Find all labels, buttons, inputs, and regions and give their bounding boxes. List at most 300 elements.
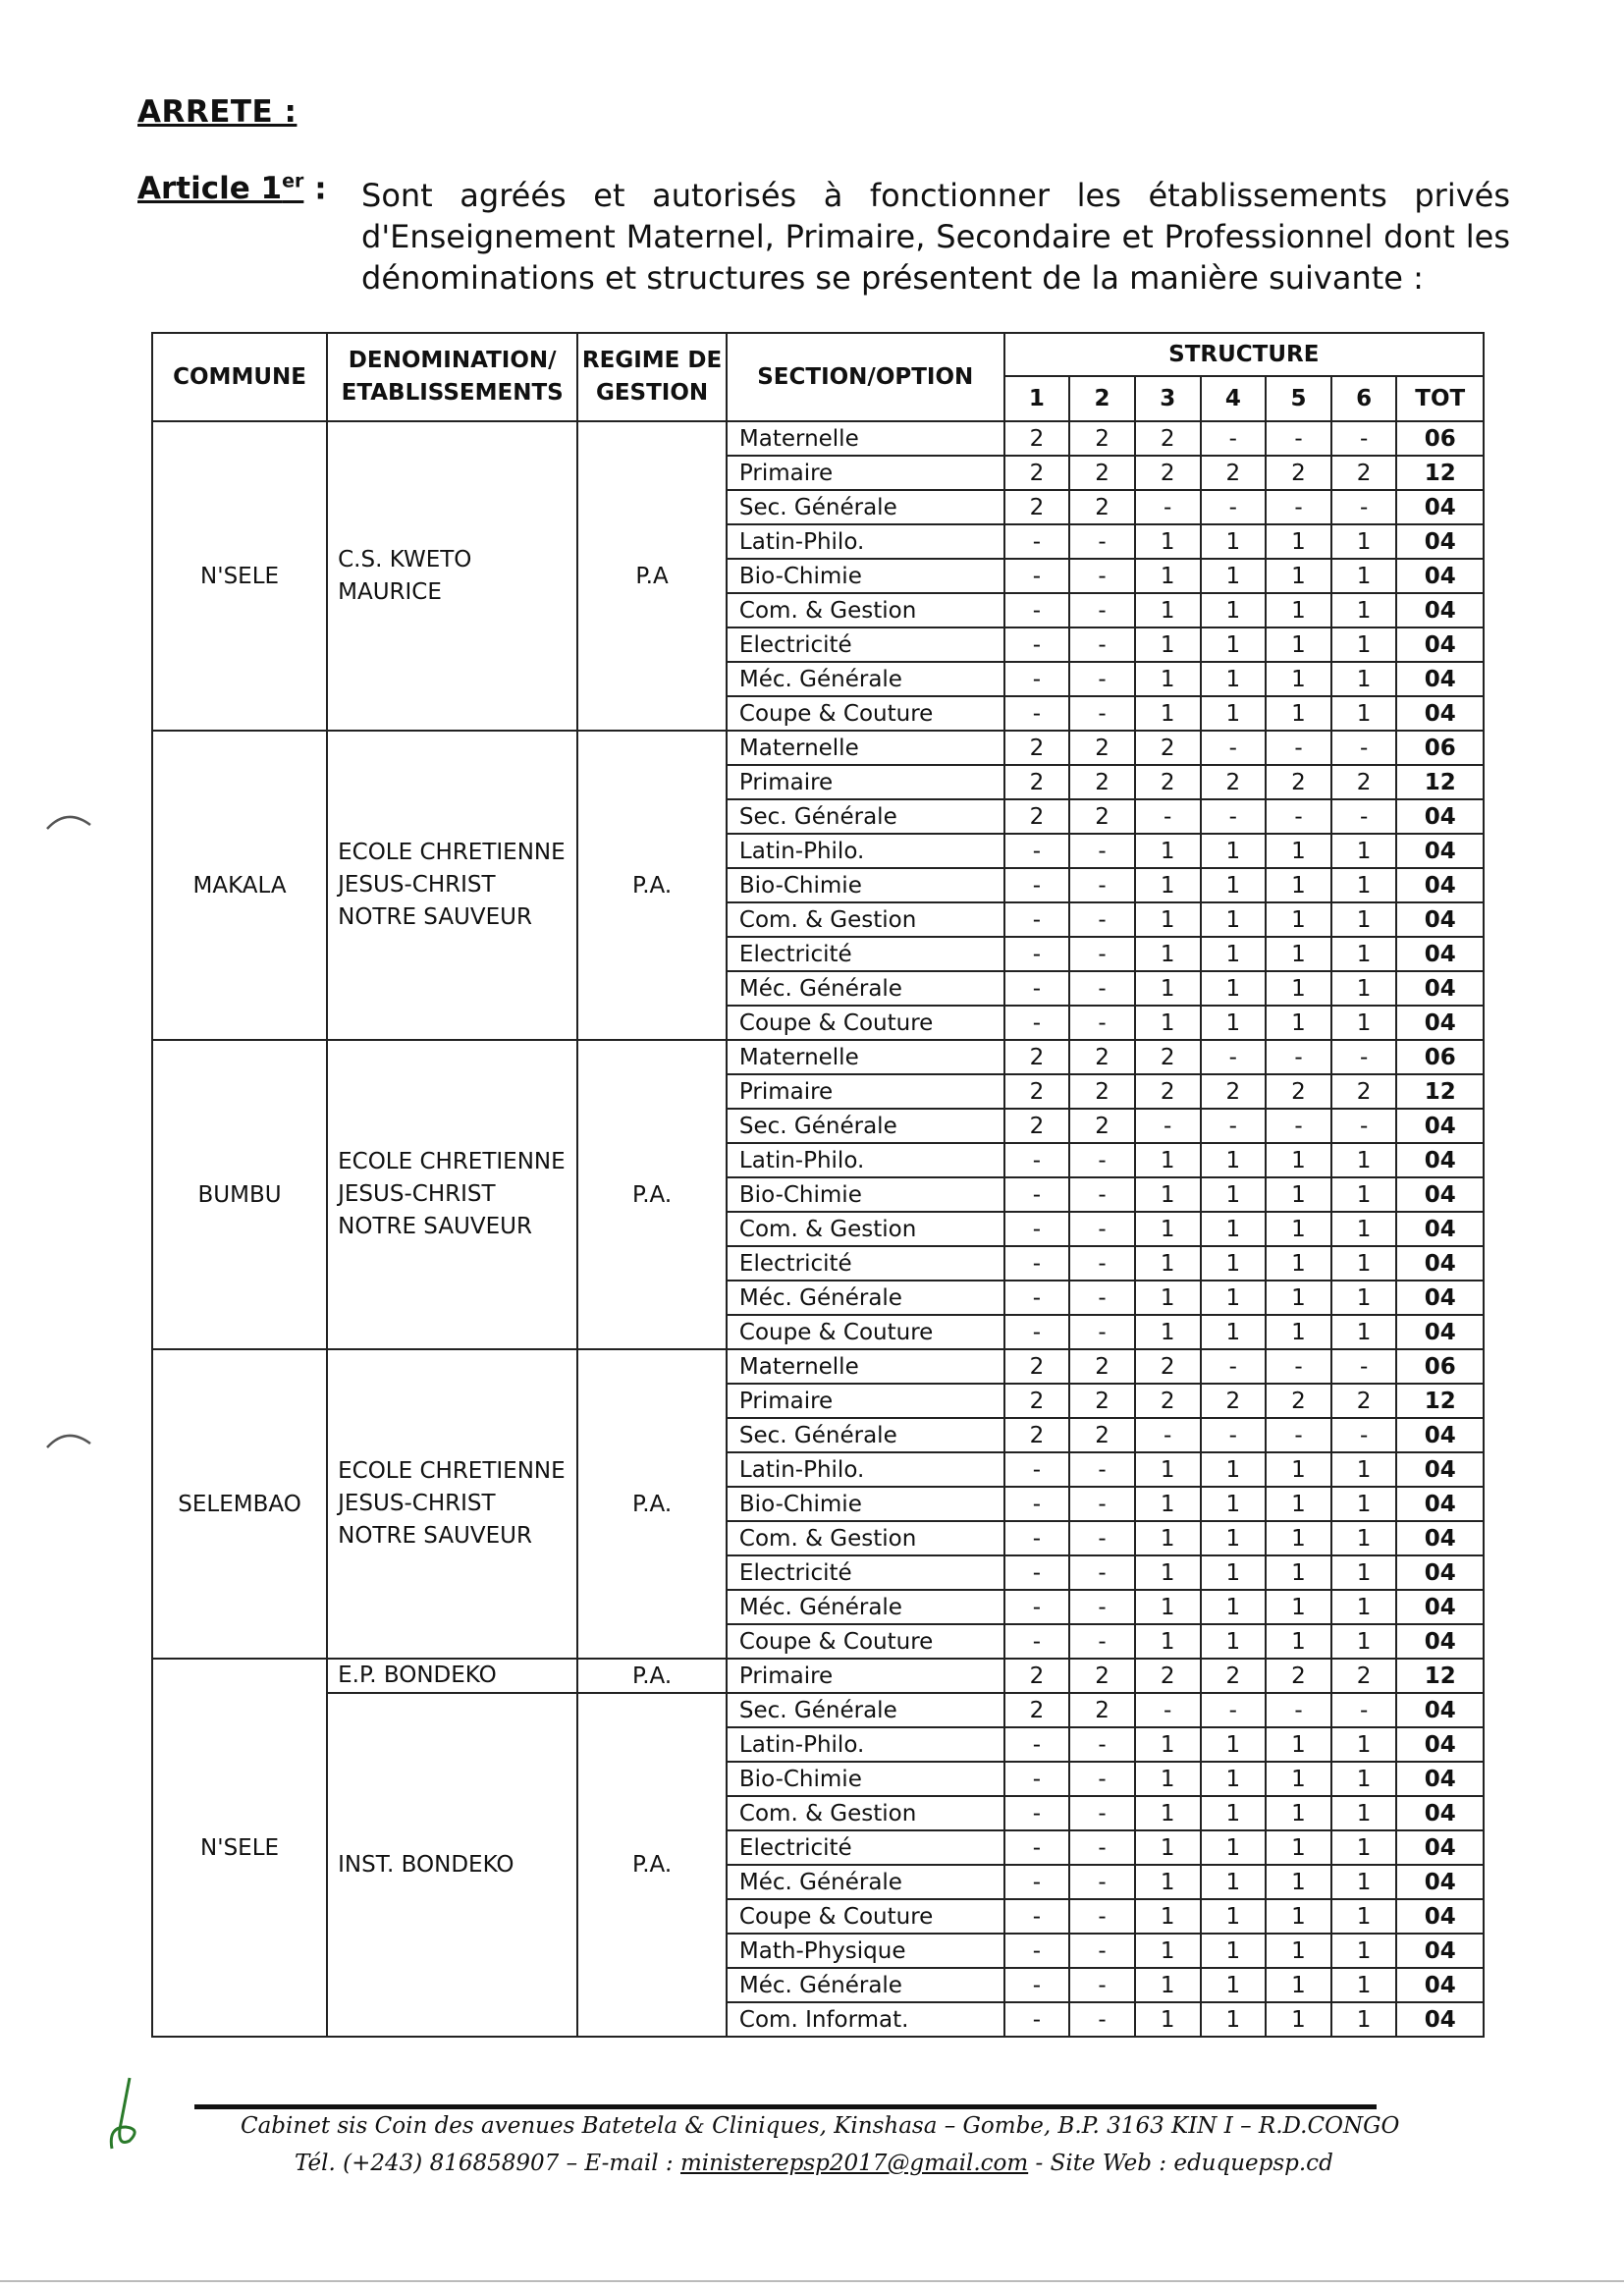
structure-cell: -: [1004, 662, 1070, 696]
structure-cell: 1: [1266, 937, 1331, 971]
structure-cell: 1: [1135, 1727, 1201, 1762]
structure-cell: 2: [1004, 1693, 1070, 1727]
section-cell: Math-Physique: [727, 1934, 1004, 1968]
total-cell: 04: [1396, 1796, 1484, 1830]
structure-cell: 2: [1266, 1659, 1331, 1693]
total-cell: 04: [1396, 1212, 1484, 1246]
structure-cell: 1: [1135, 1487, 1201, 1521]
structure-cell: 1: [1201, 1281, 1267, 1315]
section-cell: Coupe & Couture: [727, 1899, 1004, 1934]
structure-cell: -: [1004, 1487, 1070, 1521]
structure-cell: 2: [1069, 1040, 1135, 1074]
structure-cell: -: [1135, 490, 1201, 524]
structure-cell: -: [1266, 490, 1331, 524]
structure-cell: 2: [1201, 1074, 1267, 1109]
structure-cell: 1: [1201, 1006, 1267, 1040]
commune-cell: BUMBU: [152, 1040, 327, 1349]
structure-cell: 1: [1201, 971, 1267, 1006]
structure-cell: 1: [1135, 937, 1201, 971]
structure-cell: 1: [1201, 868, 1267, 902]
total-cell: 12: [1396, 1074, 1484, 1109]
structure-cell: 2: [1069, 799, 1135, 834]
structure-cell: -: [1004, 1521, 1070, 1555]
structure-cell: 2: [1135, 456, 1201, 490]
footer-contact: [295, 2151, 1333, 2176]
structure-cell: -: [1266, 1349, 1331, 1384]
structure-cell: 1: [1201, 1315, 1267, 1349]
structure-cell: 1: [1331, 1177, 1397, 1212]
structure-cell: 1: [1331, 868, 1397, 902]
section-cell: Sec. Générale: [727, 490, 1004, 524]
section-cell: Latin-Philo.: [727, 1143, 1004, 1177]
structure-cell: 1: [1266, 834, 1331, 868]
structure-cell: -: [1004, 627, 1070, 662]
structure-cell: 1: [1331, 1487, 1397, 1521]
section-cell: Bio-Chimie: [727, 1487, 1004, 1521]
footer-email-link[interactable]: ministerepsp2017@gmail.com: [680, 2151, 1029, 2176]
structure-cell: -: [1201, 1349, 1267, 1384]
total-cell: 04: [1396, 1246, 1484, 1281]
structure-cell: 1: [1266, 1487, 1331, 1521]
total-cell: 04: [1396, 593, 1484, 627]
structure-cell: 1: [1266, 2002, 1331, 2037]
structure-cell: 2: [1004, 421, 1070, 456]
structure-cell: 1: [1331, 1281, 1397, 1315]
total-cell: 04: [1396, 937, 1484, 971]
structure-cell: -: [1266, 1418, 1331, 1452]
article-label-text: Article 1: [137, 171, 283, 207]
regime-cell: P.A: [577, 421, 727, 731]
structure-cell: 1: [1135, 1521, 1201, 1555]
structure-cell: 1: [1331, 1315, 1397, 1349]
structure-cell: -: [1069, 1555, 1135, 1590]
total-cell: 04: [1396, 1693, 1484, 1727]
structure-cell: 2: [1331, 1384, 1397, 1418]
structure-cell: 2: [1004, 765, 1070, 799]
structure-cell: 2: [1069, 1349, 1135, 1384]
structure-cell: 1: [1201, 1865, 1267, 1899]
structure-cell: 1: [1266, 1727, 1331, 1762]
regime-cell: P.A.: [577, 731, 727, 1040]
structure-cell: -: [1004, 1590, 1070, 1624]
structure-cell: -: [1069, 1899, 1135, 1934]
structure-cell: -: [1069, 1762, 1135, 1796]
total-cell: 06: [1396, 421, 1484, 456]
footer-website: - Site Web : eduquepsp.cd: [1028, 2151, 1333, 2176]
section-cell: Com. & Gestion: [727, 1521, 1004, 1555]
structure-cell: -: [1004, 1281, 1070, 1315]
header-col-7: TOT: [1396, 376, 1484, 421]
structure-cell: -: [1069, 1006, 1135, 1040]
section-cell: Electricité: [727, 1555, 1004, 1590]
structure-cell: -: [1201, 731, 1267, 765]
structure-cell: -: [1201, 1109, 1267, 1143]
commune-cell: SELEMBAO: [152, 1349, 327, 1659]
structure-cell: 1: [1266, 662, 1331, 696]
structure-cell: 1: [1135, 662, 1201, 696]
structure-cell: 1: [1201, 1796, 1267, 1830]
structure-cell: 1: [1135, 1865, 1201, 1899]
punch-mark: [39, 801, 98, 841]
structure-cell: 1: [1331, 1212, 1397, 1246]
structure-cell: 2: [1331, 1659, 1397, 1693]
article-label-colon: :: [314, 171, 327, 207]
structure-cell: 1: [1331, 696, 1397, 731]
structure-cell: 1: [1135, 902, 1201, 937]
structure-cell: 2: [1004, 1659, 1070, 1693]
structure-cell: 1: [1331, 1899, 1397, 1934]
structure-cell: -: [1004, 1934, 1070, 1968]
structure-cell: 1: [1266, 1177, 1331, 1212]
structure-cell: 2: [1201, 456, 1267, 490]
structure-cell: 2: [1069, 456, 1135, 490]
structure-cell: 1: [1266, 902, 1331, 937]
structure-cell: 1: [1135, 1177, 1201, 1212]
structure-cell: -: [1266, 799, 1331, 834]
total-cell: 04: [1396, 490, 1484, 524]
structure-cell: -: [1004, 559, 1070, 593]
structure-cell: 1: [1331, 1796, 1397, 1830]
structure-cell: 1: [1331, 559, 1397, 593]
structure-cell: -: [1004, 1177, 1070, 1212]
structure-cell: -: [1331, 1109, 1397, 1143]
structure-cell: 2: [1004, 799, 1070, 834]
header-col-1: 1: [1004, 376, 1070, 421]
total-cell: 04: [1396, 627, 1484, 662]
structure-cell: 1: [1266, 1590, 1331, 1624]
structure-cell: 1: [1331, 1968, 1397, 2002]
structure-cell: -: [1004, 937, 1070, 971]
structure-cell: 1: [1201, 1555, 1267, 1590]
structure-cell: -: [1004, 1796, 1070, 1830]
structure-cell: 1: [1201, 1899, 1267, 1934]
structure-cell: 2: [1135, 731, 1201, 765]
article-label: [137, 171, 327, 206]
structure-cell: -: [1004, 971, 1070, 1006]
total-cell: 04: [1396, 559, 1484, 593]
structure-cell: 1: [1135, 696, 1201, 731]
section-cell: Bio-Chimie: [727, 1177, 1004, 1212]
section-cell: Maternelle: [727, 1040, 1004, 1074]
structure-cell: -: [1069, 1487, 1135, 1521]
denomination-cell: E.P. BONDEKO: [327, 1659, 577, 1693]
structure-cell: -: [1201, 799, 1267, 834]
total-cell: 04: [1396, 1521, 1484, 1555]
total-cell: 06: [1396, 1040, 1484, 1074]
structure-cell: 1: [1266, 868, 1331, 902]
section-cell: Com. & Gestion: [727, 1212, 1004, 1246]
section-cell: Electricité: [727, 1830, 1004, 1865]
establishments-table: [151, 332, 1485, 2038]
total-cell: 04: [1396, 868, 1484, 902]
structure-cell: 1: [1266, 1452, 1331, 1487]
structure-cell: 1: [1201, 1143, 1267, 1177]
structure-cell: -: [1331, 799, 1397, 834]
section-cell: Electricité: [727, 1246, 1004, 1281]
structure-cell: 2: [1069, 1659, 1135, 1693]
structure-cell: 1: [1135, 834, 1201, 868]
total-cell: 04: [1396, 1624, 1484, 1659]
article-text: Sont agréés et autorisés à fonctionner les établissements privés d'Enseignement Maternel, Primaire, Secondaire et Professionnel dont les dénominations et structures se présentent de la manière suivante :: [361, 177, 1510, 297]
total-cell: 04: [1396, 1418, 1484, 1452]
commune-cell: N'SELE: [152, 421, 327, 731]
total-cell: 04: [1396, 1281, 1484, 1315]
structure-cell: -: [1266, 1040, 1331, 1074]
structure-cell: 1: [1135, 1796, 1201, 1830]
table-row: [152, 731, 1484, 765]
total-cell: 04: [1396, 1762, 1484, 1796]
structure-cell: 1: [1331, 902, 1397, 937]
structure-cell: 1: [1135, 1590, 1201, 1624]
structure-cell: 1: [1331, 1624, 1397, 1659]
structure-cell: 1: [1201, 2002, 1267, 2037]
commune-cell: N'SELE: [152, 1659, 327, 2037]
structure-cell: 1: [1266, 1934, 1331, 1968]
structure-cell: 1: [1135, 1281, 1201, 1315]
structure-cell: 1: [1266, 1521, 1331, 1555]
structure-cell: 2: [1004, 1349, 1070, 1384]
structure-cell: -: [1069, 1796, 1135, 1830]
structure-cell: -: [1331, 490, 1397, 524]
total-cell: 12: [1396, 1659, 1484, 1693]
structure-cell: -: [1004, 1830, 1070, 1865]
structure-cell: 1: [1331, 1452, 1397, 1487]
structure-cell: -: [1201, 490, 1267, 524]
structure-cell: 1: [1135, 1968, 1201, 2002]
structure-cell: -: [1069, 1865, 1135, 1899]
structure-cell: 2: [1135, 421, 1201, 456]
regime-cell: P.A.: [577, 1693, 727, 2037]
structure-cell: 1: [1331, 662, 1397, 696]
structure-cell: 1: [1331, 1865, 1397, 1899]
structure-cell: -: [1069, 1315, 1135, 1349]
structure-cell: 2: [1331, 1074, 1397, 1109]
structure-cell: 1: [1266, 971, 1331, 1006]
structure-cell: 1: [1331, 1143, 1397, 1177]
section-cell: Electricité: [727, 627, 1004, 662]
structure-cell: 2: [1266, 765, 1331, 799]
total-cell: 04: [1396, 524, 1484, 559]
total-cell: 04: [1396, 1006, 1484, 1040]
denomination-cell: ECOLE CHRETIENNE JESUS-CHRIST NOTRE SAUVEUR: [327, 1040, 577, 1349]
structure-cell: 2: [1201, 765, 1267, 799]
handwritten-initial: [90, 2070, 159, 2158]
footer-address: Cabinet sis Coin des avenues Batetela & Cliniques, Kinshasa – Gombe, B.P. 3163 KIN I – R.D.CONGO: [241, 2113, 1400, 2139]
structure-cell: 2: [1266, 1384, 1331, 1418]
structure-cell: -: [1069, 937, 1135, 971]
structure-cell: 1: [1331, 1246, 1397, 1281]
section-cell: Méc. Générale: [727, 971, 1004, 1006]
section-cell: Com. Informat.: [727, 2002, 1004, 2037]
structure-cell: -: [1069, 1727, 1135, 1762]
structure-cell: 2: [1135, 765, 1201, 799]
structure-cell: 1: [1201, 1934, 1267, 1968]
structure-cell: 1: [1135, 524, 1201, 559]
structure-cell: 1: [1135, 1143, 1201, 1177]
table-row: [152, 1693, 1484, 1727]
structure-cell: 1: [1135, 1315, 1201, 1349]
structure-cell: 2: [1201, 1659, 1267, 1693]
structure-cell: 2: [1004, 1384, 1070, 1418]
structure-cell: -: [1004, 524, 1070, 559]
structure-cell: -: [1069, 1246, 1135, 1281]
structure-cell: -: [1069, 971, 1135, 1006]
structure-cell: 2: [1069, 765, 1135, 799]
section-cell: Primaire: [727, 765, 1004, 799]
structure-cell: -: [1069, 2002, 1135, 2037]
structure-cell: -: [1069, 696, 1135, 731]
total-cell: 06: [1396, 1349, 1484, 1384]
structure-cell: 1: [1135, 627, 1201, 662]
structure-cell: 1: [1266, 1006, 1331, 1040]
structure-cell: 2: [1004, 1074, 1070, 1109]
regime-cell: P.A.: [577, 1659, 727, 1693]
structure-cell: -: [1069, 1212, 1135, 1246]
structure-cell: -: [1069, 593, 1135, 627]
total-cell: 04: [1396, 1177, 1484, 1212]
structure-cell: 1: [1331, 1727, 1397, 1762]
total-cell: 04: [1396, 1865, 1484, 1899]
structure-cell: 1: [1266, 1762, 1331, 1796]
structure-cell: 2: [1135, 1384, 1201, 1418]
total-cell: 04: [1396, 902, 1484, 937]
total-cell: 04: [1396, 1452, 1484, 1487]
structure-cell: 1: [1135, 1246, 1201, 1281]
structure-cell: 2: [1135, 1040, 1201, 1074]
structure-cell: 1: [1331, 971, 1397, 1006]
structure-cell: -: [1069, 902, 1135, 937]
structure-cell: -: [1004, 834, 1070, 868]
structure-cell: 1: [1266, 1624, 1331, 1659]
structure-cell: 1: [1135, 868, 1201, 902]
structure-cell: -: [1135, 799, 1201, 834]
structure-cell: 1: [1201, 662, 1267, 696]
total-cell: 04: [1396, 1934, 1484, 1968]
structure-cell: -: [1069, 1452, 1135, 1487]
structure-cell: 2: [1004, 490, 1070, 524]
structure-cell: -: [1069, 1143, 1135, 1177]
structure-cell: 1: [1266, 1246, 1331, 1281]
section-cell: Bio-Chimie: [727, 868, 1004, 902]
section-cell: Latin-Philo.: [727, 524, 1004, 559]
structure-cell: -: [1266, 421, 1331, 456]
header-col-3: 3: [1135, 376, 1201, 421]
structure-cell: -: [1069, 662, 1135, 696]
structure-cell: -: [1069, 1830, 1135, 1865]
structure-cell: -: [1004, 1555, 1070, 1590]
structure-cell: 1: [1201, 559, 1267, 593]
structure-cell: 1: [1135, 1830, 1201, 1865]
total-cell: 12: [1396, 1384, 1484, 1418]
structure-cell: -: [1266, 731, 1331, 765]
total-cell: 04: [1396, 1590, 1484, 1624]
structure-cell: 2: [1069, 1384, 1135, 1418]
structure-cell: 1: [1135, 971, 1201, 1006]
structure-cell: 1: [1201, 902, 1267, 937]
structure-cell: -: [1004, 1212, 1070, 1246]
denomination-cell: INST. BONDEKO: [327, 1693, 577, 2037]
structure-cell: -: [1135, 1109, 1201, 1143]
structure-cell: -: [1069, 627, 1135, 662]
structure-cell: 2: [1135, 1349, 1201, 1384]
section-cell: Maternelle: [727, 421, 1004, 456]
scan-edge: [0, 2280, 1624, 2282]
structure-cell: 1: [1331, 1006, 1397, 1040]
structure-cell: -: [1266, 1693, 1331, 1727]
section-cell: Coupe & Couture: [727, 1315, 1004, 1349]
total-cell: 04: [1396, 1109, 1484, 1143]
structure-cell: -: [1135, 1418, 1201, 1452]
structure-cell: -: [1004, 1452, 1070, 1487]
structure-cell: 1: [1201, 1968, 1267, 2002]
structure-cell: 2: [1331, 456, 1397, 490]
structure-cell: -: [1331, 1349, 1397, 1384]
table-row: [152, 421, 1484, 456]
total-cell: 12: [1396, 456, 1484, 490]
structure-cell: -: [1069, 1968, 1135, 2002]
section-cell: Sec. Générale: [727, 1109, 1004, 1143]
structure-cell: 1: [1201, 1727, 1267, 1762]
structure-cell: -: [1266, 1109, 1331, 1143]
structure-cell: 1: [1266, 1796, 1331, 1830]
section-cell: Sec. Générale: [727, 1418, 1004, 1452]
total-cell: 12: [1396, 765, 1484, 799]
total-cell: 04: [1396, 799, 1484, 834]
structure-cell: -: [1069, 1177, 1135, 1212]
structure-cell: 2: [1004, 1040, 1070, 1074]
total-cell: 04: [1396, 1555, 1484, 1590]
commune-cell: MAKALA: [152, 731, 327, 1040]
structure-cell: 2: [1069, 1693, 1135, 1727]
total-cell: 04: [1396, 1727, 1484, 1762]
structure-cell: 1: [1201, 1487, 1267, 1521]
footer-rule: [194, 2104, 1377, 2109]
structure-cell: 2: [1004, 456, 1070, 490]
structure-cell: 1: [1201, 937, 1267, 971]
structure-cell: 1: [1135, 1899, 1201, 1934]
header-regime: REGIME DE GESTION: [577, 333, 727, 421]
structure-cell: -: [1004, 1968, 1070, 2002]
total-cell: 04: [1396, 1487, 1484, 1521]
section-cell: Latin-Philo.: [727, 1727, 1004, 1762]
structure-cell: 1: [1266, 1968, 1331, 2002]
structure-cell: 1: [1266, 1315, 1331, 1349]
structure-cell: 1: [1331, 1521, 1397, 1555]
structure-cell: -: [1004, 1865, 1070, 1899]
structure-cell: -: [1004, 902, 1070, 937]
header-col-5: 5: [1266, 376, 1331, 421]
structure-cell: -: [1004, 1006, 1070, 1040]
structure-cell: -: [1004, 1762, 1070, 1796]
structure-cell: 1: [1331, 1555, 1397, 1590]
structure-cell: 1: [1135, 1934, 1201, 1968]
structure-cell: 1: [1331, 937, 1397, 971]
structure-cell: -: [1331, 1418, 1397, 1452]
section-cell: Latin-Philo.: [727, 834, 1004, 868]
total-cell: 04: [1396, 834, 1484, 868]
structure-cell: 2: [1069, 1109, 1135, 1143]
structure-cell: -: [1069, 1624, 1135, 1659]
structure-cell: 1: [1201, 1590, 1267, 1624]
total-cell: 04: [1396, 2002, 1484, 2037]
section-cell: Primaire: [727, 1659, 1004, 1693]
section-cell: Coupe & Couture: [727, 696, 1004, 731]
header-col-4: 4: [1201, 376, 1267, 421]
structure-cell: 1: [1135, 1555, 1201, 1590]
structure-cell: 1: [1201, 1246, 1267, 1281]
structure-cell: -: [1004, 1315, 1070, 1349]
structure-cell: -: [1331, 1040, 1397, 1074]
